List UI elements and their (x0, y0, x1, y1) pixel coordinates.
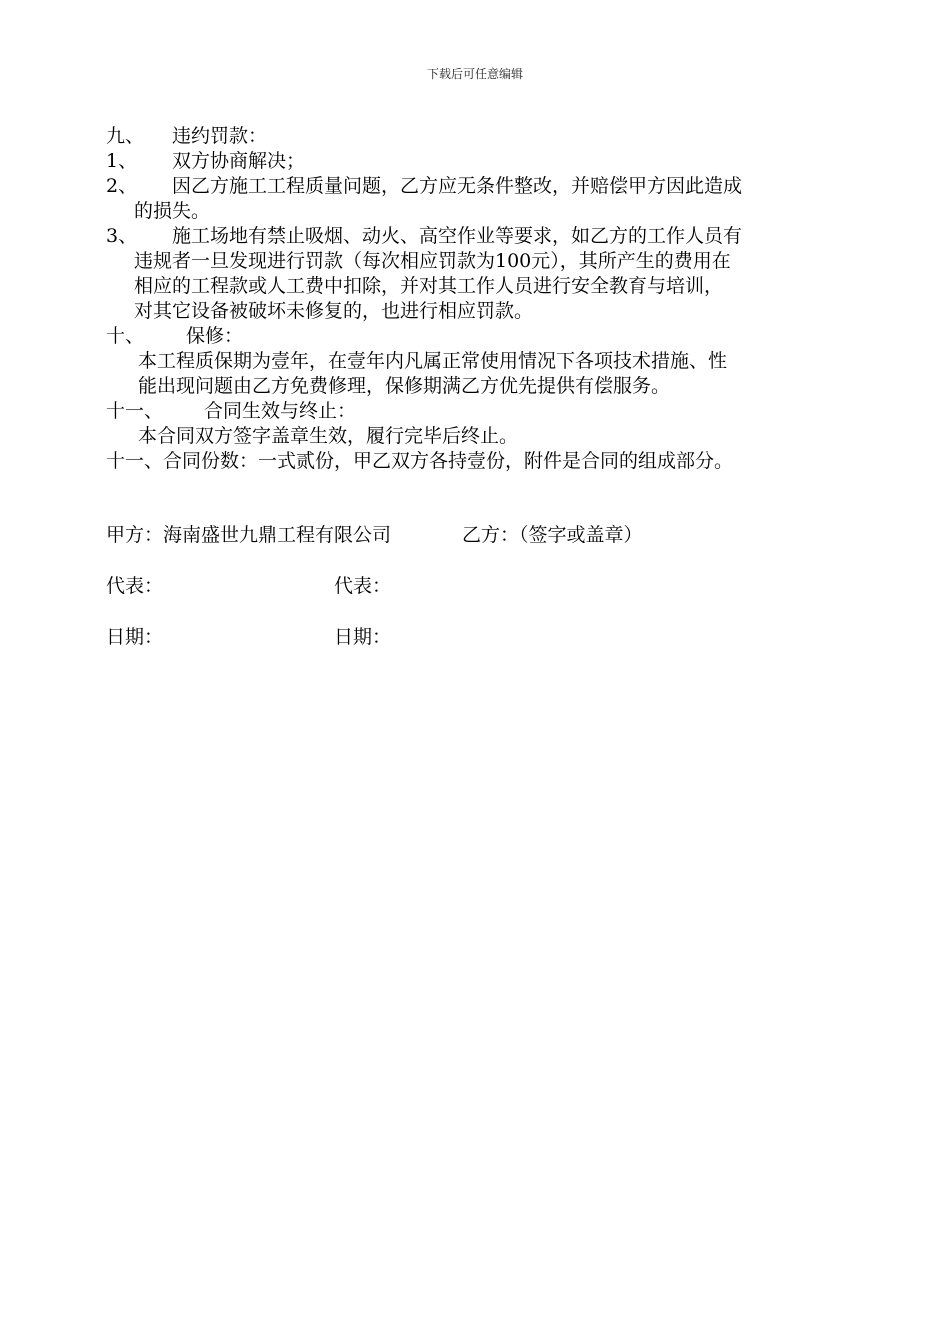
party-a-label: 甲方：海南盛世九鼎工程有限公司 (106, 524, 392, 546)
item-3-line-3: 相应的工程款或人工费中扣除，并对其工作人员进行安全教育与培训， (134, 275, 724, 297)
party-a-representative: 代表： (106, 575, 164, 597)
item-2-line-2: 的损失。 (134, 200, 211, 222)
item-2-line-1: 因乙方施工工程质量问题，乙方应无条件整改，并赔偿甲方因此造成 (172, 175, 743, 197)
party-a-date: 日期： (106, 626, 164, 648)
item-3-number: 3、 (106, 225, 138, 247)
section-9-title: 违约罚款： (172, 125, 268, 147)
item-3-line-4: 对其它设备被破坏未修复的，也进行相应罚款。 (134, 300, 534, 322)
item-2-number: 2、 (106, 175, 138, 197)
section-10-title: 保修： (186, 325, 244, 347)
item-1-text: 双方协商解决； (172, 150, 306, 172)
item-3-line-1: 施工场地有禁止吸烟、动火、高空作业等要求，如乙方的工作人员有 (172, 225, 743, 247)
section-10-line-2: 能出现问题由乙方免费修理，保修期满乙方优先提供有偿服务。 (138, 375, 671, 397)
section-11-number: 十一、 (106, 400, 164, 422)
party-b-label: 乙方：（签字或盖章） (462, 524, 643, 546)
item-1-number: 1、 (106, 150, 138, 172)
item-3-line-2: 违规者一旦发现进行罚款（每次相应罚款为100元），其所产生的费用在 (134, 250, 731, 272)
party-b-date: 日期： (334, 626, 392, 648)
header-note: 下载后可任意编辑 (426, 67, 523, 81)
party-b-representative: 代表： (334, 575, 392, 597)
section-11b-text: 十一、合同份数：一式贰份，甲乙双方各持壹份，附件是合同的组成部分。 (106, 450, 734, 472)
section-11-title: 合同生效与终止： (204, 400, 357, 422)
section-9-number: 九、 (106, 125, 145, 147)
section-10-line-1: 本工程质保期为壹年，在壹年内凡属正常使用情况下各项技术措施、性 (138, 350, 728, 372)
section-10-number: 十、 (106, 325, 145, 347)
section-11-line-1: 本合同双方签字盖章生效，履行完毕后终止。 (138, 425, 519, 447)
